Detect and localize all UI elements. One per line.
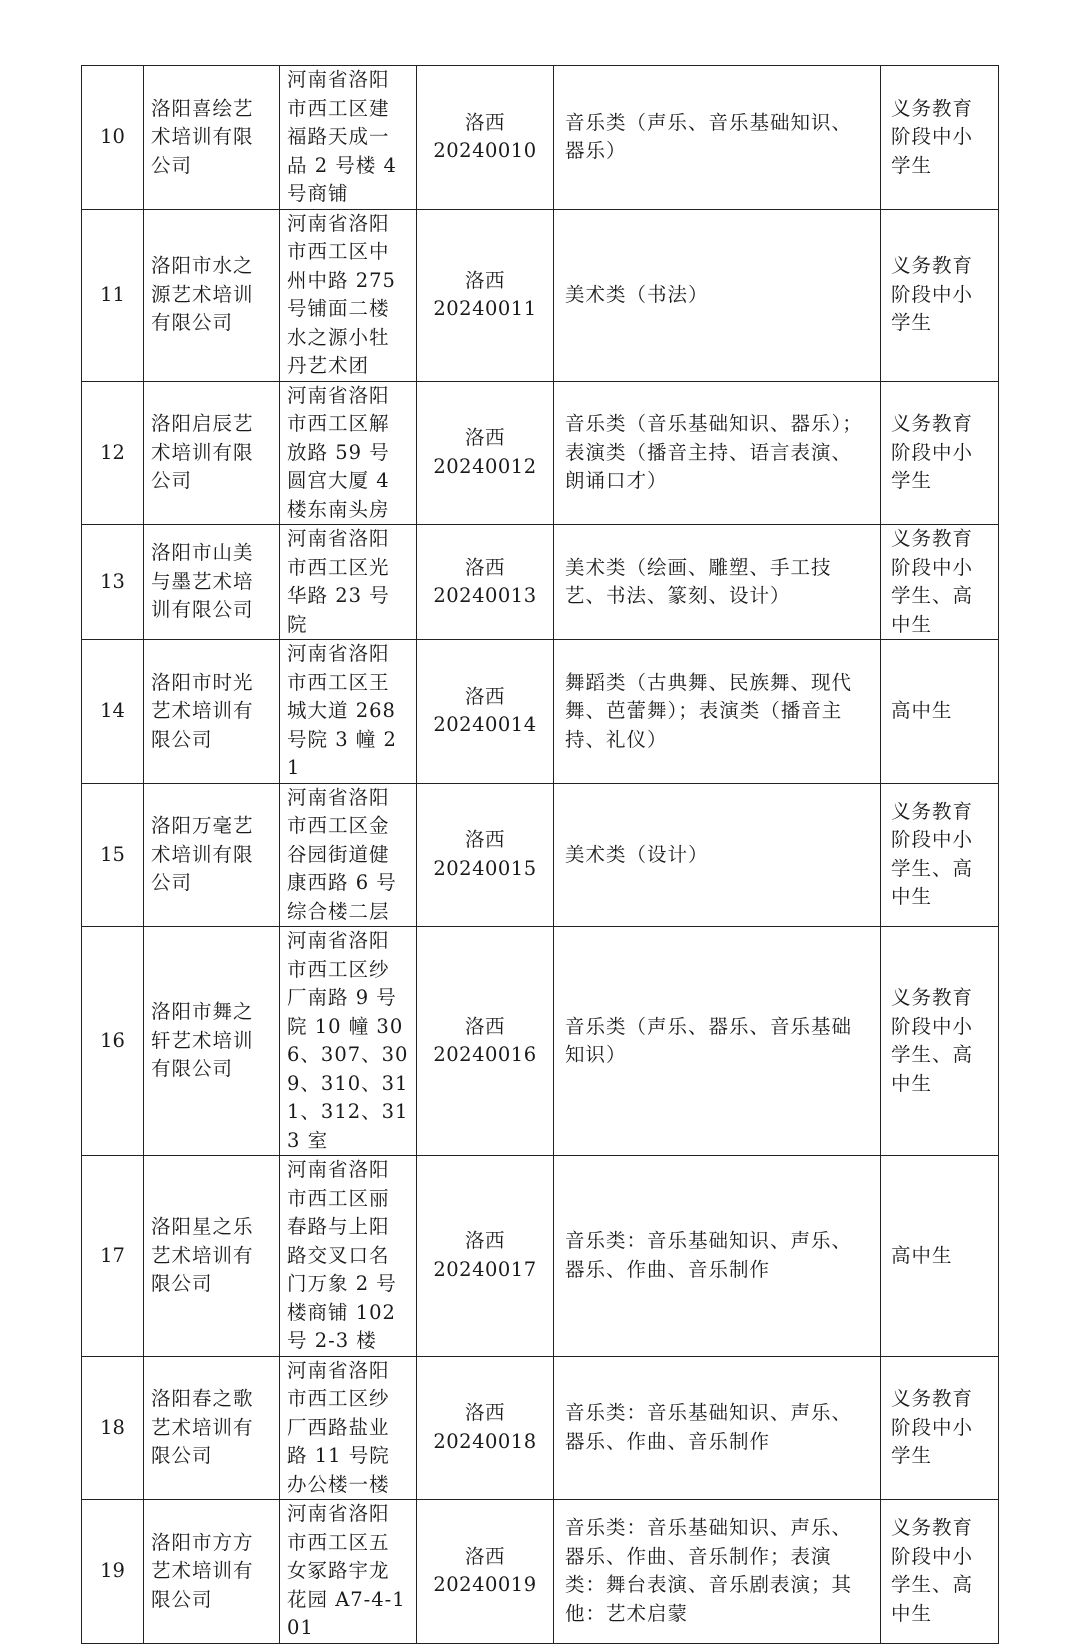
training-category-cell [554,209,881,381]
address-text: 河南省洛阳市西工区五女冢路宇龙花园 A7-4-101 [287,1502,406,1639]
institution-name-text: 洛阳市时光艺术培训有限公司 [151,670,254,751]
registration-code-cell [417,381,554,525]
address-cell [280,927,417,1156]
registration-code-cell [417,640,554,784]
target-students-cell [881,1156,999,1357]
training-category-text: 美术类（绘画、雕塑、手工技艺、书法、篆刻、设计） [565,555,832,607]
training-category-text: 音乐类（声乐、音乐基础知识、器乐） [565,110,853,163]
target-students-cell [881,1356,999,1500]
row-number-cell [82,783,144,927]
row-number-text: 12 [100,440,125,464]
institution-name-text: 洛阳万毫艺术培训有限公司 [151,814,254,894]
training-category-cell [554,66,881,210]
institution-name-cell [144,927,280,1156]
registration-code-text: 洛西 20240012 [433,426,537,478]
table-row [82,640,999,784]
address-text: 河南省洛阳市西工区丽春路与上阳路交叉口名门万象 2 号楼商铺 102 号 2-3 楼 [287,1158,397,1352]
registration-code-text: 洛西 20240016 [433,1014,537,1066]
row-number-text: 11 [100,282,125,306]
row-number-cell [82,381,144,525]
training-category-text: 美术类（设计） [565,842,709,866]
institution-name-cell [144,1500,280,1644]
address-text: 河南省洛阳市西工区王城大道 268 号院 3 幢 21 [287,642,397,779]
training-category-cell [554,525,881,640]
registration-code-cell [417,1500,554,1644]
row-number-text: 15 [100,842,125,866]
institution-name-text: 洛阳喜绘艺术培训有限公司 [151,96,254,177]
institution-name-text: 洛阳市山美与墨艺术培训有限公司 [151,541,254,622]
institution-name-text: 洛阳市水之源艺术培训有限公司 [151,254,254,335]
table-body [82,66,999,1644]
target-students-text: 高中生 [891,1243,953,1267]
target-students-text: 义务教育阶段中小学生 [891,254,974,335]
institution-name-cell [144,66,280,210]
address-cell [280,66,417,210]
training-category-text: 舞蹈类（古典舞、民族舞、现代舞、芭蕾舞）；表演类（播音主持、礼仪） [565,670,853,751]
address-text: 河南省洛阳市西工区纱厂西路盐业路 11 号院办公楼一楼 [287,1358,390,1496]
address-cell [280,525,417,640]
institution-name-cell [144,525,280,640]
registration-code-text: 洛西 20240013 [433,555,537,607]
table-row [82,1156,999,1357]
institution-table [81,65,999,1644]
address-cell [280,1500,417,1644]
table-row [82,66,999,210]
institution-name-text: 洛阳春之歌艺术培训有限公司 [151,1387,254,1467]
institution-name-cell [144,783,280,927]
institution-name-text: 洛阳市方方艺术培训有限公司 [151,1530,254,1611]
row-number-text: 10 [100,125,125,148]
registration-code-text: 洛西 20240019 [433,1544,537,1597]
row-number-cell [82,1500,144,1644]
institution-name-cell [144,381,280,525]
row-number-text: 18 [100,1415,125,1439]
institution-name-cell [144,1156,280,1357]
registration-code-text: 洛西 20240011 [433,268,537,320]
address-cell [280,1356,417,1500]
row-number-text: 16 [100,1028,125,1052]
row-number-text: 13 [100,569,125,593]
institution-name-cell [144,640,280,784]
address-cell [280,640,417,784]
target-students-cell [881,381,999,525]
training-category-cell [554,381,881,525]
row-number-text: 14 [100,699,125,722]
registration-code-cell [417,209,554,381]
row-number-cell [82,1156,144,1357]
institution-name-cell [144,209,280,381]
address-cell [280,1156,417,1357]
institution-name-text: 洛阳启辰艺术培训有限公司 [151,412,254,492]
row-number-cell [82,640,144,784]
address-text: 河南省洛阳市西工区中州中路 275 号铺面二楼水之源小牡丹艺术团 [287,211,396,377]
institution-name-text: 洛阳市舞之轩艺术培训有限公司 [151,1000,254,1081]
target-students-cell [881,640,999,784]
target-students-text: 义务教育阶段中小学生 [891,412,974,492]
row-number-cell [82,66,144,210]
target-students-text: 高中生 [891,699,953,722]
row-number-cell [82,927,144,1156]
registration-code-text: 洛西 20240017 [433,1229,537,1281]
registration-code-text: 洛西 20240010 [433,110,537,163]
registration-code-text: 洛西 20240015 [433,828,537,880]
target-students-cell [881,783,999,927]
table-row [82,1500,999,1644]
target-students-text: 义务教育阶段中小学生 [891,96,974,177]
target-students-text: 义务教育阶段中小学生 [891,1387,974,1467]
target-students-text: 义务教育阶段中小学生、高中生 [891,799,974,909]
registration-code-cell [417,783,554,927]
training-category-cell [554,783,881,927]
row-number-cell [82,1356,144,1500]
registration-code-cell [417,1356,554,1500]
address-text: 河南省洛阳市西工区金谷园街道健康西路 6 号综合楼二层 [287,785,397,923]
training-category-cell [554,640,881,784]
training-category-text: 音乐类（声乐、器乐、音乐基础知识） [565,1014,853,1066]
table-row [82,1356,999,1500]
training-category-cell [554,1356,881,1500]
target-students-text: 义务教育阶段中小学生、高中生 [891,1516,974,1625]
address-text: 河南省洛阳市西工区光华路 23 号院 [287,527,390,636]
registration-code-cell [417,1156,554,1357]
registration-code-text: 洛西 20240018 [433,1401,537,1453]
training-category-text: 音乐类：音乐基础知识、声乐、器乐、作曲、音乐制作；表演类：舞台表演、音乐剧表演；其他：艺术启蒙 [565,1516,853,1625]
training-category-cell [554,1500,881,1644]
target-students-cell [881,209,999,381]
institution-name-text: 洛阳星之乐艺术培训有限公司 [151,1215,254,1295]
address-cell [280,209,417,381]
registration-code-cell [417,927,554,1156]
target-students-text: 义务教育阶段中小学生、高中生 [891,527,974,636]
table-row [82,927,999,1156]
address-text: 河南省洛阳市西工区解放路 59 号圆宫大厦 4 楼东南头房 [287,383,390,521]
address-text: 河南省洛阳市西工区纱厂南路 9 号院 10 幢 306、307、309、310、311、312、313 室 [287,929,409,1152]
table-row [82,783,999,927]
training-category-text: 音乐类：音乐基础知识、声乐、器乐、作曲、音乐制作 [565,1229,853,1281]
training-category-cell [554,1156,881,1357]
row-number-text: 17 [100,1243,125,1267]
row-number-cell [82,209,144,381]
address-cell [280,381,417,525]
registration-code-cell [417,525,554,640]
address-text: 河南省洛阳市西工区建福路天成一品 2 号楼 4 号商铺 [287,68,397,205]
row-number-text: 19 [100,1559,125,1582]
address-cell [280,783,417,927]
registration-code-text: 洛西 20240014 [433,684,537,737]
table-row [82,381,999,525]
training-category-cell [554,927,881,1156]
training-category-text: 音乐类（音乐基础知识、器乐）；表演类（播音主持、语言表演、朗诵口才） [565,412,863,492]
institution-name-cell [144,1356,280,1500]
table-row [82,525,999,640]
target-students-cell [881,525,999,640]
target-students-cell [881,66,999,210]
target-students-cell [881,1500,999,1644]
registration-code-cell [417,66,554,210]
training-category-text: 音乐类：音乐基础知识、声乐、器乐、作曲、音乐制作 [565,1401,853,1453]
target-students-text: 义务教育阶段中小学生、高中生 [891,986,974,1095]
training-category-text: 美术类（书法） [565,282,709,306]
table-row [82,209,999,381]
row-number-cell [82,525,144,640]
target-students-cell [881,927,999,1156]
